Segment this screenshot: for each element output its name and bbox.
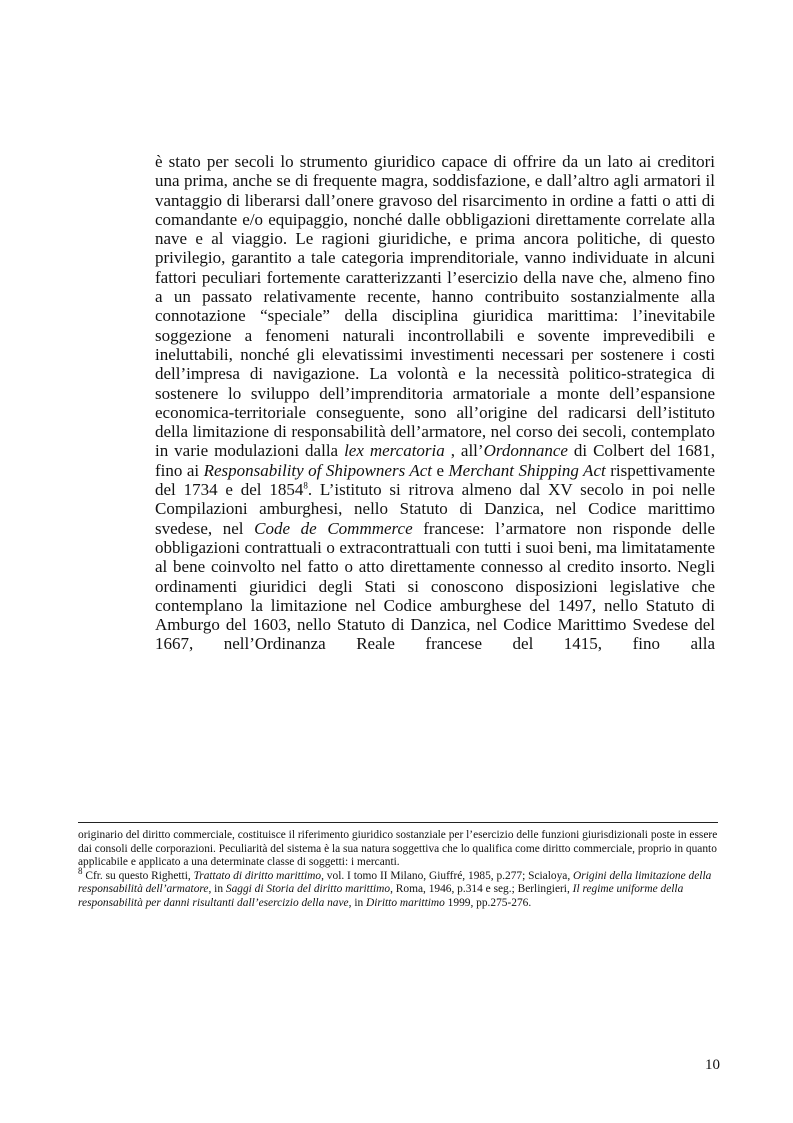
footnotes	[78, 829, 718, 911]
footnote-reference[interactable]: 8	[303, 480, 308, 491]
italic-term: Code de Commmerce	[254, 518, 413, 538]
footnote-continuation: originario del diritto commerciale, costituisce il riferimento giuridico sostanziale per l’esercizio delle funzioni giurisdizionali poste in essere dai consoli delle corporazioni. Peculiarità del sistema è la sua natura soggettiva che lo qualifica come diritto commerciale, proprio in quanto applicabile e applicato a una determinate classe di soggetti: i mercanti.	[78, 829, 718, 869]
italic-term: Responsability of Shipowners Act	[203, 460, 433, 480]
text-segment: , in	[208, 883, 226, 896]
italic-title: Origini della limitazione della responsabilità dell’armatore	[78, 869, 712, 896]
text-segment: . L’istituto si ritrova almeno dal XV secolo in poi nelle Compilazioni amburghesi, nello Statuto di Danzica, nel Codice marittimo svedese, nel	[155, 480, 715, 538]
text-segment: , all’	[444, 441, 484, 461]
text-segment: è stato per secoli lo strumento giuridico capace di offrire da un lato ai creditori una prima, anche se di frequente magra, soddisfazione, e dall’altro agli armatori il vantaggio di liberarsi dall’onere gravoso del risarcimento in ordine a fatti o atti di comandante e/o equipaggio, nonché dalle obbligazioni direttamente correlate alla nave e al viaggio. Le ragioni giuridiche, e prima ancora politiche, di questo privilegio, garantito a tale categoria imprenditoriale, vanno individuate in alcuni fattori peculiari fortemente caratterizzanti l’esercizio della nave che, almeno fino a un passato relativamente recente, hanno contribuito sostanzialmente alla connotazione “speciale” della disciplina giuridica marittima: l’inevitabile soggezione a fenomeni naturali incontrollabili e sovente imprevedibili e ineluttabili, nonché gli elevatissimi investimenti necessari per sostenere i costi dell’impresa di navigazione. La volontà e la necessità politico-strategica di sostenere lo sviluppo dell’imprenditoria armatoriale a monte dell’espansione economica-territoriale conseguente, sono all’origine del radicarsi dell’istituto della limitazione di responsabilità dell’armatore, nel corso dei secoli, contemplato in varie modulazioni dalla	[155, 152, 715, 461]
text-segment: , Roma, 1946, p.314 e seg.; Berlingieri,	[390, 883, 573, 896]
italic-title: Trattato di diritto marittimo	[193, 869, 322, 882]
text-segment: di Colbert del 1681, fino ai	[155, 441, 716, 480]
body-paragraph	[155, 152, 715, 654]
italic-title: Saggi di Storia del diritto marittimo	[225, 883, 391, 896]
italic-title: Diritto marittimo	[366, 896, 445, 909]
text-segment: Cfr. su questo Righetti,	[82, 869, 194, 882]
text-segment: francese: l’armatore non risponde delle obbligazioni contrattuali o extracontrattuali con tutti i suoi beni, ma limitatamente al bene coinvolto nel fatto o atto direttamente connesso al credito insorto. Negli ordinamenti giuridici degli Stati si conoscono disposizioni legislative che contemplano la limitazione nel Codice amburghese del 1497, nello Statuto di Amburgo del 1603, nello Statuto di Danzica, nel Codice Marittimo Svedese del 1667, nell’Ordinanza Reale francese del 1415, fino alla	[155, 518, 715, 654]
text-segment: , in	[348, 896, 367, 909]
italic-term: Merchant Shipping Act	[448, 460, 606, 480]
text-segment: 1999, pp.275-276.	[444, 896, 532, 909]
italic-title: Il regime uniforme della responsabilità per danni risultanti dall’esercizio della nave	[78, 883, 684, 909]
text-segment: e	[432, 460, 449, 480]
footnote-8	[78, 865, 718, 911]
italic-term: Ordonnance	[483, 441, 568, 461]
italic-term: lex mercatoria	[344, 441, 445, 461]
page-number: 10	[705, 1057, 720, 1073]
text-segment: , vol. I tomo II Milano, Giuffré, 1985, p.277; Scialoya,	[321, 869, 574, 882]
text-segment: rispettivamente del 1734 e del 1854	[155, 460, 715, 500]
footnote-mark: 8	[78, 865, 83, 876]
footnote-separator	[78, 822, 718, 823]
